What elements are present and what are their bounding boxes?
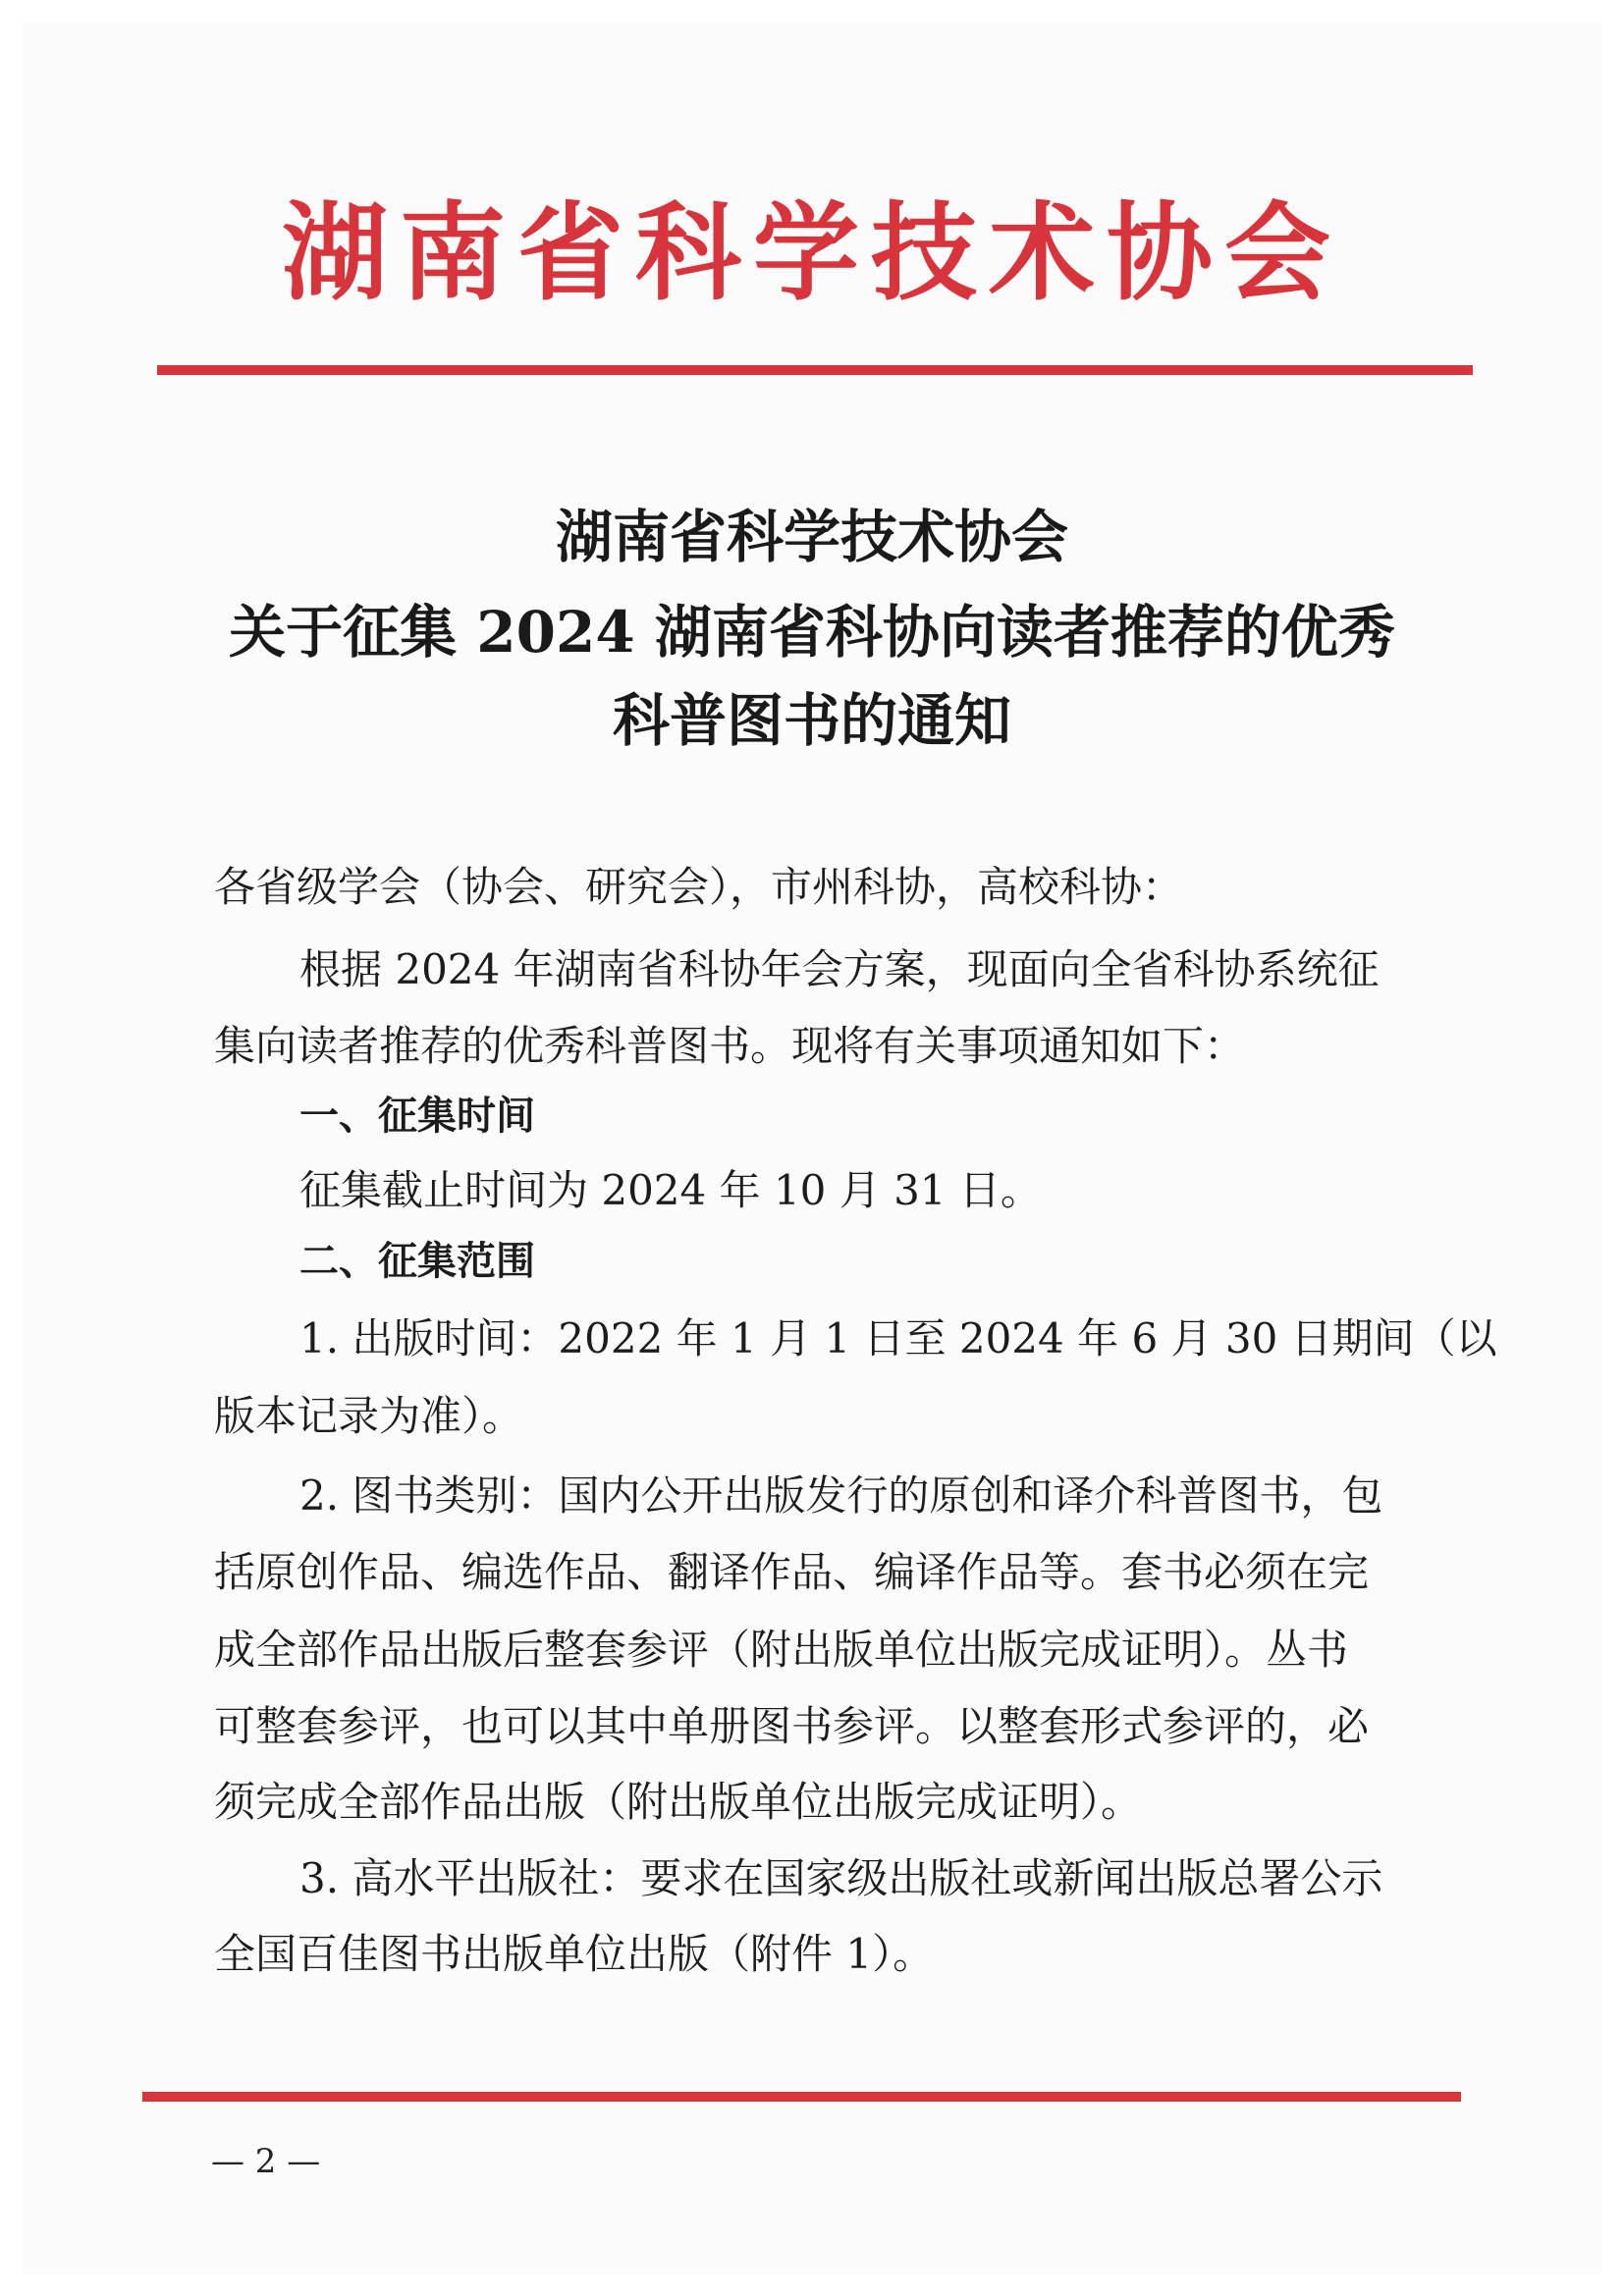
page-number: — 2 — xyxy=(211,2142,321,2181)
footer-divider xyxy=(142,2092,1461,2102)
section-2-heading: 二、征集范围 xyxy=(299,1239,535,1284)
letterhead-divider xyxy=(157,365,1473,375)
document-title-line-1: 湖南省科学技术协会 xyxy=(555,504,1068,570)
section-1-heading: 一、征集时间 xyxy=(299,1094,535,1139)
item-2-line-3: 成全部作品出版后整套参评（附出版单位出版完成证明）。丛书 xyxy=(214,1626,1349,1674)
item-2-line-2: 括原创作品、编选作品、翻译作品、编译作品等。套书必须在完 xyxy=(214,1548,1370,1596)
item-2-line-1: 2. 图书类别：国内公开出版发行的原创和译介科普图书，包 xyxy=(299,1471,1383,1520)
intro-line-2: 集向读者推荐的优秀科普图书。现将有关事项通知如下： xyxy=(214,1022,1246,1070)
intro-line-1: 根据 2024 年湖南省科协年会方案，现面向全省科协系统征 xyxy=(299,945,1380,993)
item-1-line-2: 版本记录为准）。 xyxy=(214,1392,524,1440)
item-2-line-5: 须完成全部作品出版（附出版单位出版完成证明）。 xyxy=(214,1778,1143,1826)
salutation: 各省级学会（协会、研究会），市州科协，高校科协： xyxy=(214,863,1184,911)
item-1-line-1: 1. 出版时间：2022 年 1 月 1 日至 2024 年 6 月 30 日期间（以 xyxy=(299,1314,1497,1362)
section-1-text: 征集截止时间为 2024 年 10 月 31 日。 xyxy=(299,1166,1042,1214)
item-2-line-4: 可整套参评，也可以其中单册图书参评。以整套形式参评的，必 xyxy=(214,1702,1370,1750)
item-3-line-1: 3. 高水平出版社：要求在国家级出版社或新闻出版总署公示 xyxy=(299,1854,1383,1902)
letterhead-title: 湖南省科学技术协会 xyxy=(281,192,1342,315)
item-3-line-2: 全国百佳图书出版单位出版（附件 1）。 xyxy=(214,1930,935,1978)
document-title-line-2: 关于征集 2024 湖南省科协向读者推荐的优秀 xyxy=(229,599,1395,666)
document-title-line-3: 科普图书的通知 xyxy=(612,687,1011,754)
